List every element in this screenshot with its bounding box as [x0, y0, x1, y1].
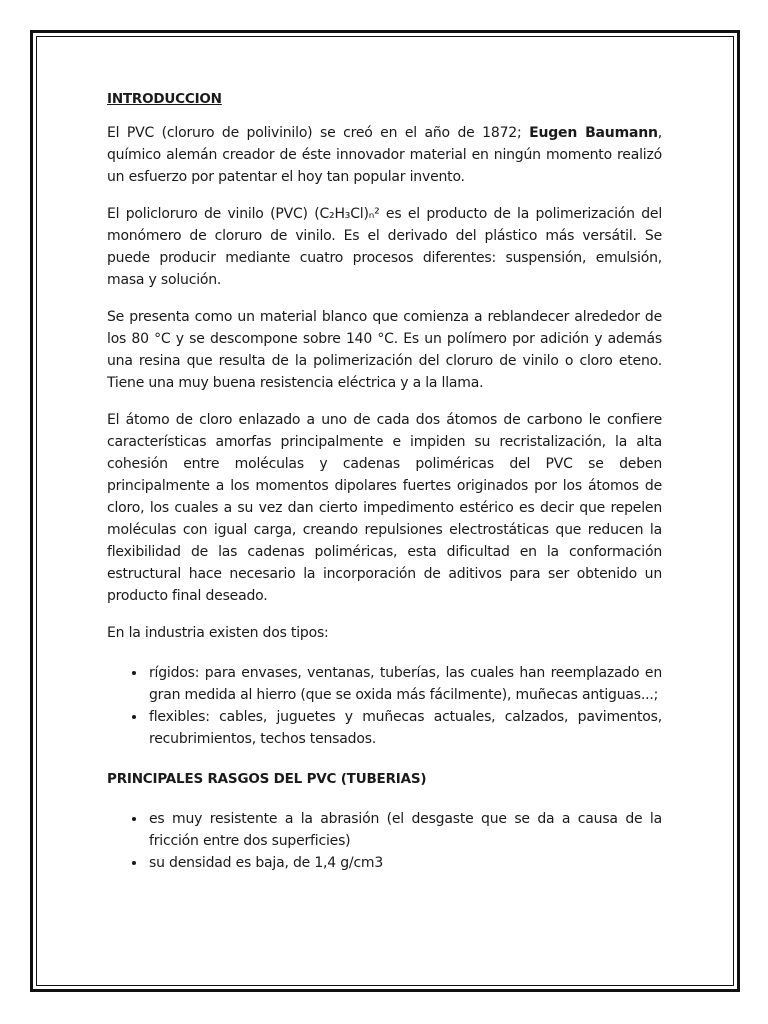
paragraph-2-end: es el producto de la polimerización del monómero de cloruro de vinilo. Es el derivado del plástico más versátil. Se puede producir mediante cuatro procesos diferentes: suspensión, emulsión, masa y solución.	[107, 206, 663, 288]
list-item: • es muy resistente a la abrasión (el desgaste que se da a causa de la fricción entre dos superficies)	[147, 808, 662, 852]
features-list	[107, 808, 662, 874]
list-item: • flexibles: cables, juguetes y muñecas actuales, calzados, pavimentos, recubrimientos, techos tensados.	[147, 706, 662, 750]
types-list	[107, 662, 662, 750]
paragraph-3: Se presenta como un material blanco que comienza a reblandecer alrededor de los 80 °C y se descompone sobre 140 °C. Es un polímero por adición y además una resina que resulta de la polimerización del cloruro de vinilo o cloro eteno. Tiene una muy buena resistencia eléctrica y a la llama.	[107, 309, 662, 391]
paragraph-1-end: , químico alemán creador de éste innovador material en ningún momento realizó un esfuerzo por patentar el hoy tan popular invento.	[107, 125, 663, 185]
heading-principales-rasgos: PRINCIPALES RASGOS DEL PVC (TUBERIAS)	[107, 771, 427, 787]
author-name: Eugen Baumann	[529, 125, 658, 141]
paragraph-1-start: El PVC (cloruro de polivinilo) se creó en el año de 1872;	[107, 125, 530, 141]
chemical-formula: C₂H₃Cl)ₙ²	[319, 206, 380, 222]
document-body	[107, 88, 662, 889]
paragraph-2	[107, 203, 662, 291]
paragraph-5: En la industria existen dos tipos:	[107, 625, 329, 641]
list-item: • su densidad es baja, de 1,4 g/cm3	[147, 852, 662, 874]
paragraph-1	[107, 122, 662, 188]
heading-introduccion: INTRODUCCION	[107, 91, 222, 107]
paragraph-4: El átomo de cloro enlazado a uno de cada dos átomos de carbono le confiere características amorfas principalmente e impiden su recristalización, la alta cohesión entre moléculas y cadenas poliméricas del PVC se deben principalmente a los momentos dipolares fuertes originados por los átomos de cloro, los cuales a su vez dan cierto impedimento estérico es decir que repelen moléculas con igual carga, creando repulsiones electrostáticas que reducen la flexibilidad de las cadenas poliméricas, esta dificultad en la conformación estructural hace necesario la incorporación de aditivos para ser obtenido un producto final deseado.	[107, 412, 662, 604]
paragraph-2-start: El policloruro de vinilo (PVC) (	[107, 206, 320, 222]
list-item: • rígidos: para envases, ventanas, tuberías, las cuales han reemplazado en gran medida al hierro (que se oxida más fácilmente), muñecas antiguas...;	[147, 662, 662, 706]
